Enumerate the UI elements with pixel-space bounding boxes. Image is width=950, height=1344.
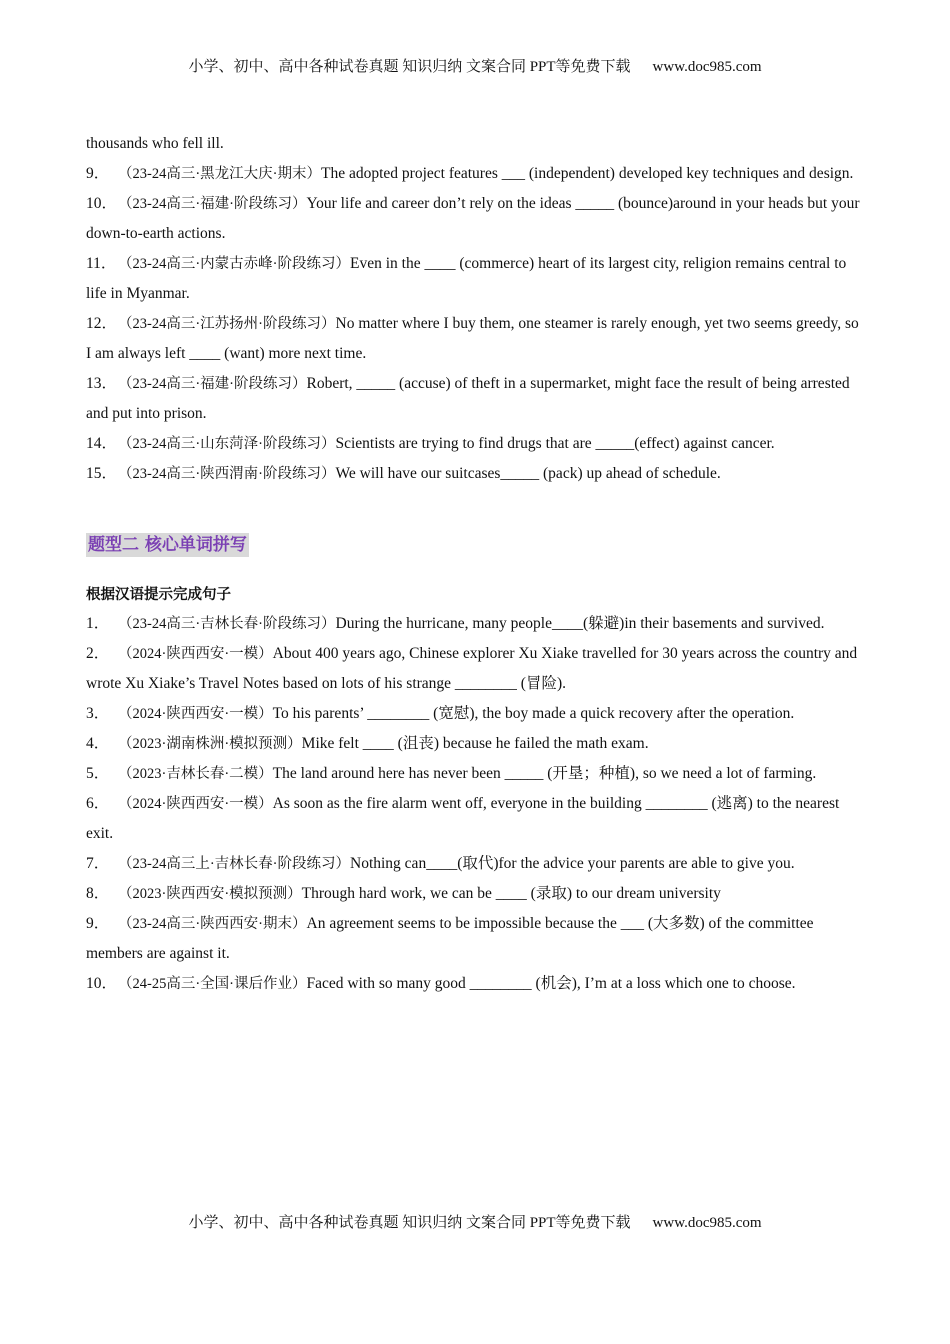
question-item bbox=[86, 969, 866, 999]
footer-text: 小学、初中、高中各种试卷真题 知识归纳 文案合同 PPT等免费下载 bbox=[188, 1215, 631, 1231]
question-number: 15． bbox=[86, 465, 118, 482]
question-text: As soon as the fire alarm went off, everyone in the building ________ (逃离) to the nearest exit. bbox=[86, 795, 840, 842]
header-text: 小学、初中、高中各种试卷真题 知识归纳 文案合同 PPT等免费下载 bbox=[188, 59, 631, 75]
question-source: （23-24高三·福建·阶段练习） bbox=[118, 376, 307, 392]
question-item bbox=[86, 369, 866, 429]
question-number: 6． bbox=[86, 795, 110, 812]
section-title-label: 题型二 核心单词拼写 bbox=[88, 535, 247, 555]
question-source: （23-24高三·黑龙江大庆·期末） bbox=[118, 166, 321, 182]
question-item bbox=[86, 429, 866, 459]
question-item bbox=[86, 309, 866, 369]
question-item bbox=[86, 729, 866, 759]
header-site: www.doc985.com bbox=[652, 59, 762, 75]
question-text: We will have our suitcases_____ (pack) up ahead of schedule. bbox=[335, 465, 721, 482]
question-source: （23-24高三·山东菏泽·阶段练习） bbox=[118, 436, 336, 452]
section-instruction: 根据汉语提示完成句子 bbox=[86, 587, 231, 603]
question-number: 2． bbox=[86, 645, 110, 662]
question-text: The adopted project features ___ (independent) developed key techniques and design. bbox=[321, 165, 854, 182]
question-text: Mike felt ____ (沮丧) because he failed the math exam. bbox=[301, 735, 649, 752]
question-item bbox=[86, 759, 866, 789]
question-text: Through hard work, we can be ____ (录取) to our dream university bbox=[301, 885, 721, 902]
question-source: （2024·陕西西安·一模） bbox=[118, 796, 273, 812]
question-source: （2023·湖南株洲·模拟预测） bbox=[118, 736, 302, 752]
question-item bbox=[86, 879, 866, 909]
question-source: （23-24高三·江苏扬州·阶段练习） bbox=[118, 316, 336, 332]
question-item bbox=[86, 849, 866, 879]
question-number: 10． bbox=[86, 195, 118, 212]
question-item bbox=[86, 249, 866, 309]
section-title bbox=[86, 531, 866, 561]
question-number: 3． bbox=[86, 705, 110, 722]
question-source: （24-25高三·全国·课后作业） bbox=[118, 976, 307, 992]
question-item bbox=[86, 609, 866, 639]
question-text: Scientists are trying to find drugs that are _____(effect) against cancer. bbox=[335, 435, 775, 452]
question-source: （23-24高三·陕西西安·期末） bbox=[118, 916, 307, 932]
question-source: （23-24高三·吉林长春·阶段练习） bbox=[118, 616, 336, 632]
part1-question-list bbox=[86, 159, 866, 489]
question-item bbox=[86, 699, 866, 729]
question-number: 9． bbox=[86, 915, 110, 932]
question-number: 1． bbox=[86, 615, 110, 632]
document-body bbox=[86, 129, 866, 999]
page-header bbox=[0, 57, 950, 77]
question-source: （23-24高三·内蒙古赤峰·阶段练习） bbox=[118, 256, 350, 272]
question-text: Nothing can____(取代)for the advice your parents are able to give you. bbox=[350, 855, 795, 872]
question-number: 13． bbox=[86, 375, 118, 392]
question-number: 12． bbox=[86, 315, 118, 332]
question-text: Even in the ____ (commerce) heart of its largest city, religion remains central to life in Myanmar. bbox=[86, 255, 847, 302]
question-source: （23-24高三·陕西渭南·阶段练习） bbox=[118, 466, 336, 482]
question-number: 11． bbox=[86, 255, 117, 272]
question-item bbox=[86, 459, 866, 489]
question-text: Your life and career don’t rely on the ideas _____ (bounce)around in your heads but your down-to-earth actions. bbox=[86, 195, 860, 242]
part2-question-list bbox=[86, 609, 866, 999]
question-number: 4． bbox=[86, 735, 110, 752]
question-number: 14． bbox=[86, 435, 118, 452]
question-source: （23-24高三·福建·阶段练习） bbox=[118, 196, 307, 212]
question-text: No matter where I buy them, one steamer is rarely enough, yet two seems greedy, so I am always left ____ (want) more next time. bbox=[86, 315, 859, 362]
question-item bbox=[86, 789, 866, 849]
question-source: （2024·陕西西安·一模） bbox=[118, 706, 273, 722]
question-number: 8． bbox=[86, 885, 110, 902]
footer-site: www.doc985.com bbox=[652, 1215, 762, 1231]
question-text: During the hurricane, many people____(躲避)in their basements and survived. bbox=[335, 615, 825, 632]
question-item bbox=[86, 189, 866, 249]
question-item bbox=[86, 909, 866, 969]
question-item bbox=[86, 639, 866, 699]
question-text: Faced with so many good ________ (机会), I’m at a loss which one to choose. bbox=[306, 975, 796, 992]
question-source: （2023·吉林长春·二模） bbox=[118, 766, 273, 782]
question-item bbox=[86, 159, 866, 189]
question-text: Robert, _____ (accuse) of theft in a supermarket, might face the result of being arrested and put into prison. bbox=[86, 375, 850, 422]
question-number: 5． bbox=[86, 765, 110, 782]
question-text: About 400 years ago, Chinese explorer Xu Xiake travelled for 30 years across the country and wrote Xu Xiake’s Travel Notes based on lots of his strange ________ (冒险). bbox=[86, 645, 858, 692]
question-number: 9． bbox=[86, 165, 110, 182]
question-number: 7． bbox=[86, 855, 110, 872]
question-source: （23-24高三上·吉林长春·阶段练习） bbox=[118, 856, 350, 872]
page-footer bbox=[0, 1213, 950, 1233]
continuation-text: thousands who fell ill. bbox=[86, 135, 224, 152]
question-source: （2024·陕西西安·一模） bbox=[118, 646, 273, 662]
question-source: （2023·陕西西安·模拟预测） bbox=[118, 886, 302, 902]
question-text: To his parents’ ________ (宽慰), the boy made a quick recovery after the operation. bbox=[272, 705, 795, 722]
question-text: An agreement seems to be impossible because the ___ (大多数) of the committee members are against it. bbox=[86, 915, 814, 962]
question-text: The land around here has never been _____ (开垦；种植), so we need a lot of farming. bbox=[272, 765, 817, 782]
question-number: 10． bbox=[86, 975, 118, 992]
